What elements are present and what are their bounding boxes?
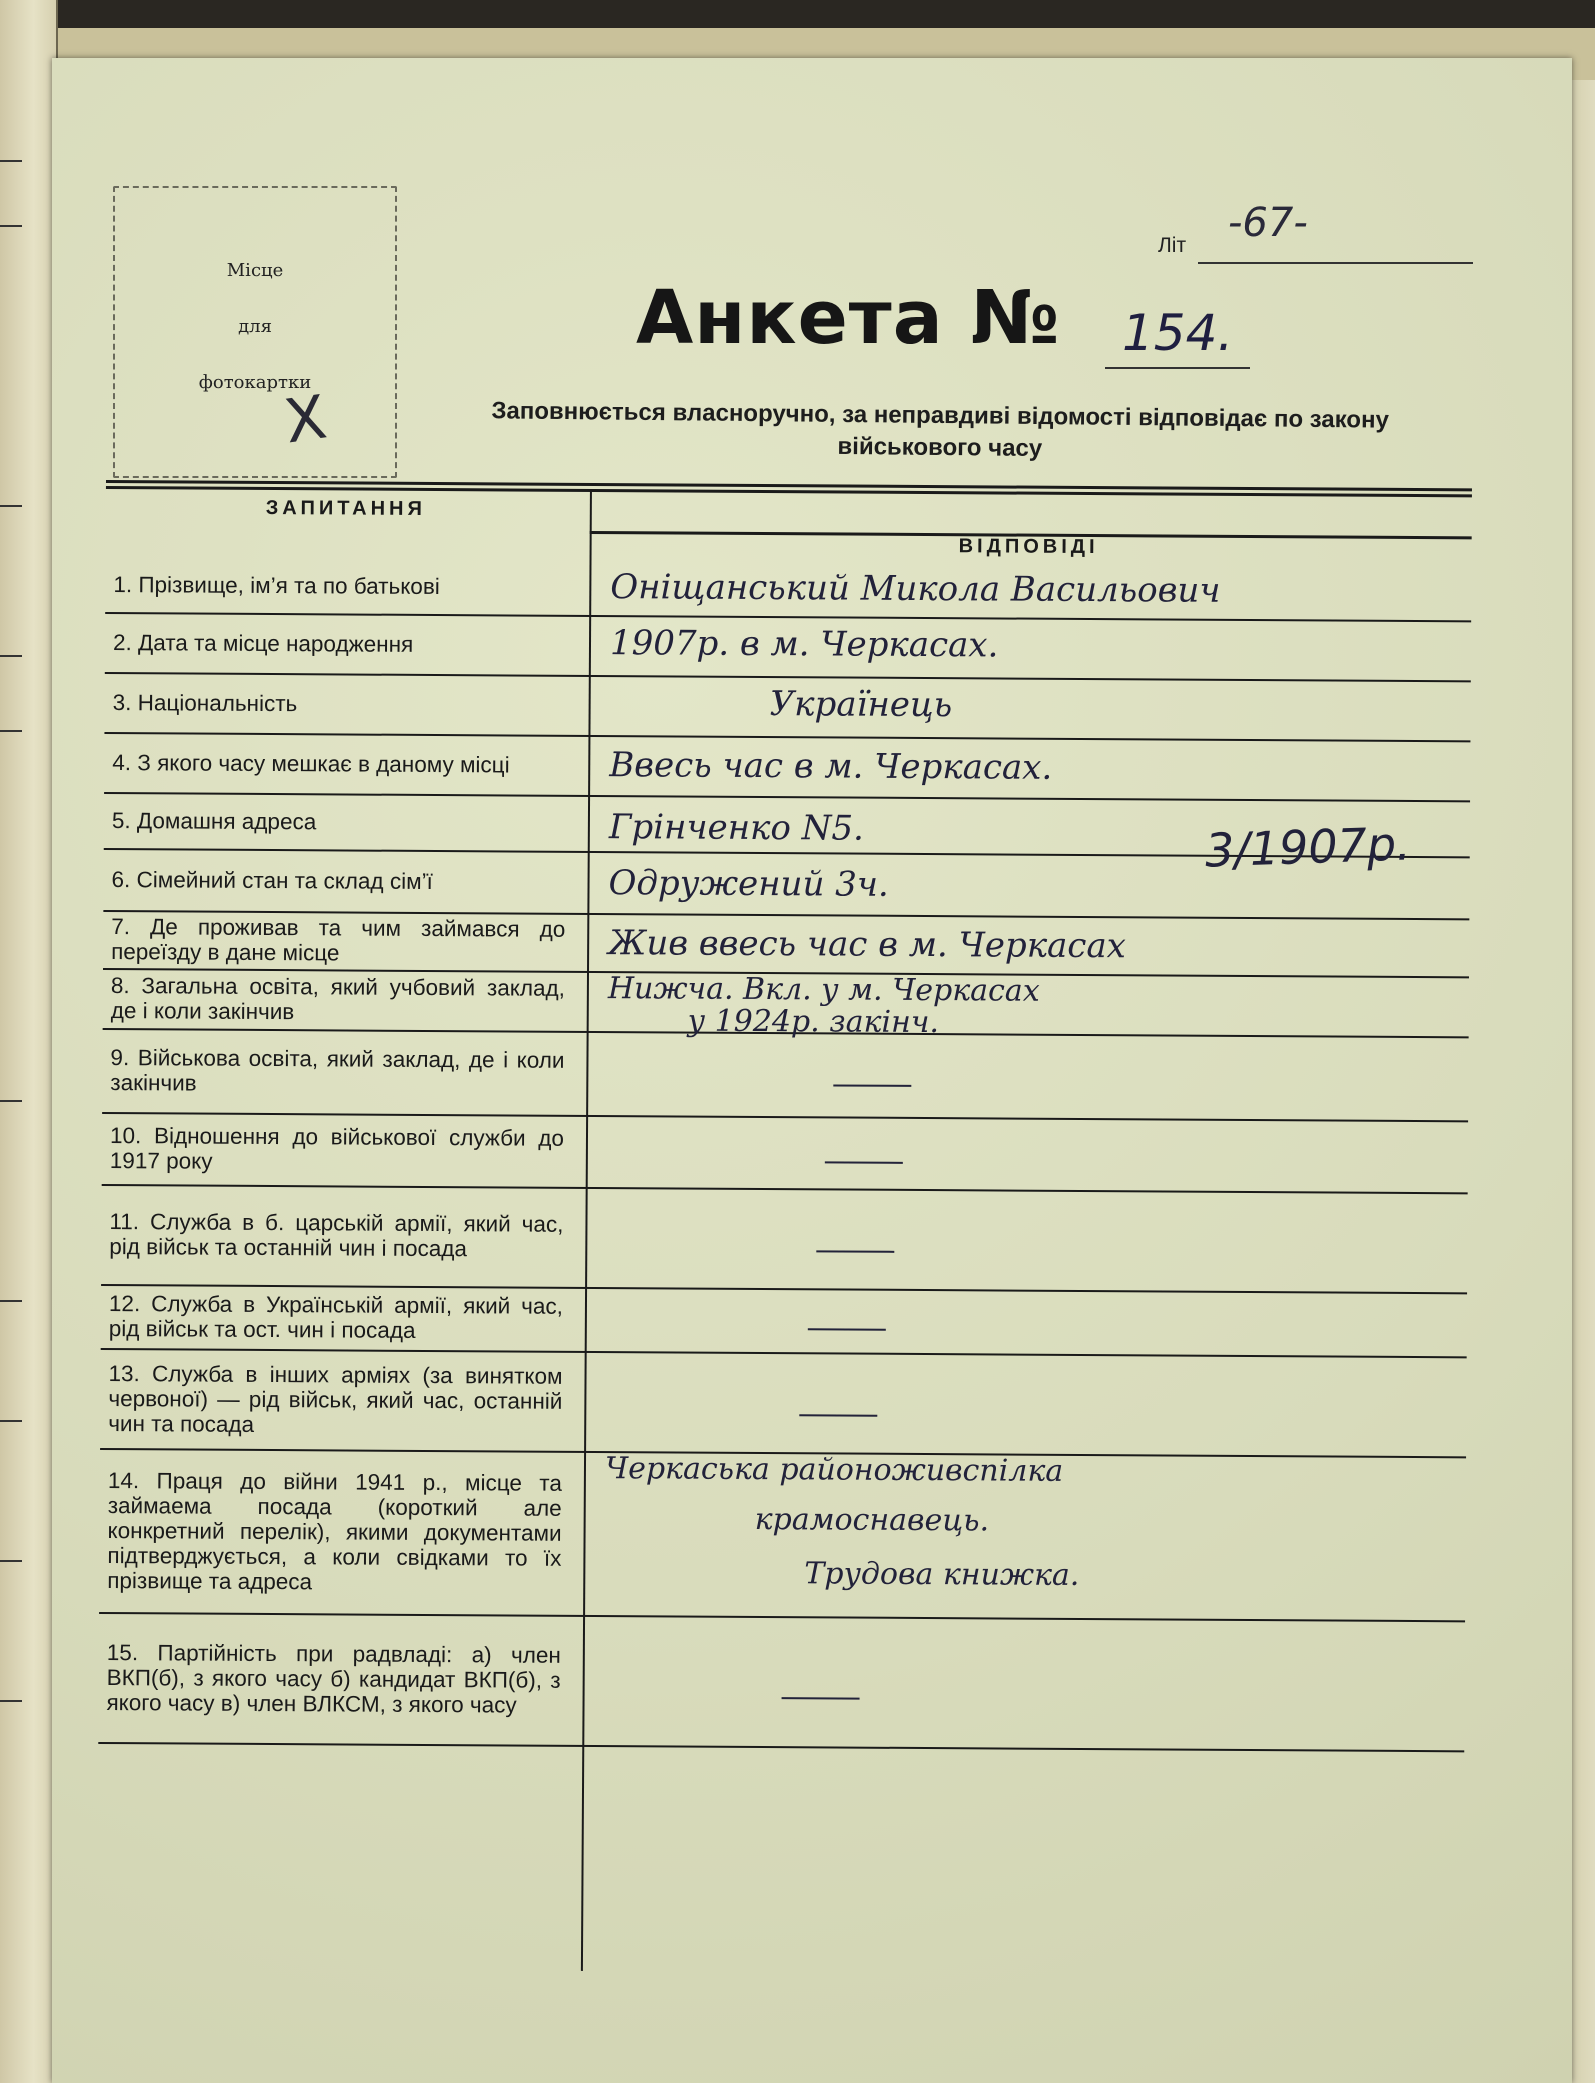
empty-answer-dash <box>808 1328 886 1330</box>
handwritten-answer: Ввесь час в м. Черкасах. <box>609 745 1053 788</box>
margin-tick <box>0 1560 22 1562</box>
question-text: 10. Відношення до військової служби до 1917 року <box>109 1123 565 1174</box>
question-text: 2. Дата та місце народження <box>112 629 414 657</box>
margin-tick <box>0 225 22 227</box>
handwritten-answer: Одружений 3ч. <box>608 863 889 905</box>
question-cell <box>104 792 566 851</box>
empty-answer-dash <box>825 1161 903 1163</box>
answer-cell <box>606 1187 1457 1292</box>
column-header-answers: ВІДПОВІДІ <box>958 535 1099 559</box>
photo-label-line1: Місце <box>226 260 284 281</box>
question-cell <box>101 1284 563 1351</box>
question-cell <box>104 732 566 795</box>
table-row <box>101 1284 1467 1358</box>
answer-cell <box>609 735 1459 800</box>
margin-tick <box>0 160 22 162</box>
answer-cell <box>610 615 1460 680</box>
table-row <box>105 612 1471 682</box>
question-text: 7. Де проживав та чим займався до переїзду в дане місце <box>111 914 566 966</box>
answer-cell <box>607 971 1458 1041</box>
empty-answer-dash <box>833 1084 911 1086</box>
question-cell <box>102 1028 565 1115</box>
question-text: 3. Національність <box>112 689 298 716</box>
question-text: 5. Домашня адреса <box>111 807 317 834</box>
question-cell <box>104 672 566 735</box>
margin-tick <box>0 1700 22 1702</box>
question-cell <box>100 1348 563 1451</box>
photo-handwritten-mark: X <box>280 382 331 458</box>
handwritten-answer: Оніщанський Микола Васильович <box>610 567 1221 611</box>
page-title: Анкета № <box>636 275 1061 361</box>
table-row <box>104 732 1470 802</box>
lit-underline <box>1198 262 1473 264</box>
handwritten-answer: Українець <box>769 684 953 726</box>
margin-note: 3/1907р. <box>1204 816 1412 878</box>
question-text: 6. Сімейний стан та склад сім’ї <box>111 866 433 894</box>
question-text: 12. Служба в Українській армії, який час, рід військ та ост. чин і посада <box>108 1291 564 1343</box>
margin-tick <box>0 1300 22 1302</box>
margin-tick <box>0 1420 22 1422</box>
question-cell <box>105 556 567 615</box>
instruction-line2: військового часу <box>837 432 1043 463</box>
empty-answer-dash <box>816 1250 894 1252</box>
column-header-questions: ЗАПИТАННЯ <box>265 496 426 520</box>
table-row <box>98 1612 1465 1752</box>
table-row <box>102 1028 1468 1122</box>
question-text: 11. Служба в б. царській армії, який час, рід військ та останній чин і посада <box>109 1209 564 1262</box>
handwritten-answer: Жив ввесь час в м. Черкасах <box>608 923 1126 967</box>
question-text: 9. Військова освіта, який заклад, де і коли закінчив <box>110 1045 565 1096</box>
answer-cell <box>605 1351 1456 1456</box>
lit-value: -67- <box>1228 200 1308 246</box>
answer-cell <box>608 913 1458 976</box>
answer-cell <box>610 559 1460 620</box>
handwritten-answer: Нижча. Вкл. у м. Черкасах <box>607 971 1040 1009</box>
table-row <box>100 1348 1467 1458</box>
handwritten-answer: у 1924р. закінч. <box>687 1003 940 1041</box>
answer-cell <box>609 675 1459 740</box>
answer-cell <box>603 1615 1454 1750</box>
handwritten-answer: 1907р. в м. Черкасах. <box>609 623 999 666</box>
handwritten-answer: Грінченко N5. <box>608 807 864 849</box>
answer-cell <box>606 1287 1456 1356</box>
margin-tick <box>0 730 22 732</box>
handwritten-answer: Трудова книжка. <box>804 1556 1080 1593</box>
empty-answer-dash <box>799 1414 877 1416</box>
table-row <box>99 1448 1466 1622</box>
table-row <box>103 968 1469 1041</box>
questionnaire-table <box>97 480 1476 1978</box>
handwritten-answer: Черкаська районоживспілка <box>604 1451 1064 1489</box>
questionnaire-number: 154. <box>1122 304 1234 362</box>
answer-cell <box>607 1115 1457 1192</box>
handwritten-answer: крамоснавець. <box>754 1501 990 1539</box>
margin-tick <box>0 505 22 507</box>
question-cell <box>99 1448 562 1615</box>
question-text: 15. Партійність при радвладі: а) член ВКП(б), з якого часу б) кандидат ВКП(б), з якого часу в) член ВЛКСМ, з якого часу <box>106 1639 561 1718</box>
answer-cell <box>607 1031 1457 1120</box>
table-row <box>104 672 1470 742</box>
question-text: 13. Служба в інших арміях (за винятком червоної) — рід військ, який час, останній чин та посада <box>108 1360 563 1437</box>
lit-label: Літ <box>1158 234 1187 257</box>
question-cell <box>98 1612 561 1745</box>
left-page-edge <box>0 0 58 2083</box>
empty-answer-dash <box>782 1697 860 1699</box>
margin-tick <box>0 1100 22 1102</box>
number-underline <box>1105 367 1250 369</box>
instruction-text <box>420 395 1461 470</box>
question-text: 1. Прізвище, ім’я та по батькові <box>113 571 440 599</box>
question-text: 8. Загальна освіта, який учбовий заклад, де і коли закінчив <box>110 973 565 1025</box>
question-cell <box>102 1112 564 1187</box>
table-row <box>103 910 1469 978</box>
question-cell <box>105 612 567 675</box>
answer-cell <box>604 1451 1455 1620</box>
question-cell <box>103 910 565 971</box>
question-cell <box>103 968 565 1031</box>
photo-frame <box>113 186 397 478</box>
question-cell <box>103 848 565 913</box>
photo-label-line2: для <box>238 316 272 337</box>
photo-label-line3: фотокартки <box>198 372 312 393</box>
table-row <box>101 1184 1468 1294</box>
question-text: 14. Праця до війни 1941 р., місце та займаема посада (короткий але конкретний перелік), якими документами підтверджується, а коли свідками то їх прізвище та адреса <box>107 1467 562 1594</box>
table-row <box>102 1112 1468 1194</box>
margin-tick <box>0 655 22 657</box>
question-cell <box>101 1184 564 1287</box>
instruction-line1: Заповнюється власноручно, за неправдиві відомості відповідає по закону <box>491 397 1390 434</box>
question-text: 4. З якого часу мешкає в даному місці <box>112 749 510 777</box>
